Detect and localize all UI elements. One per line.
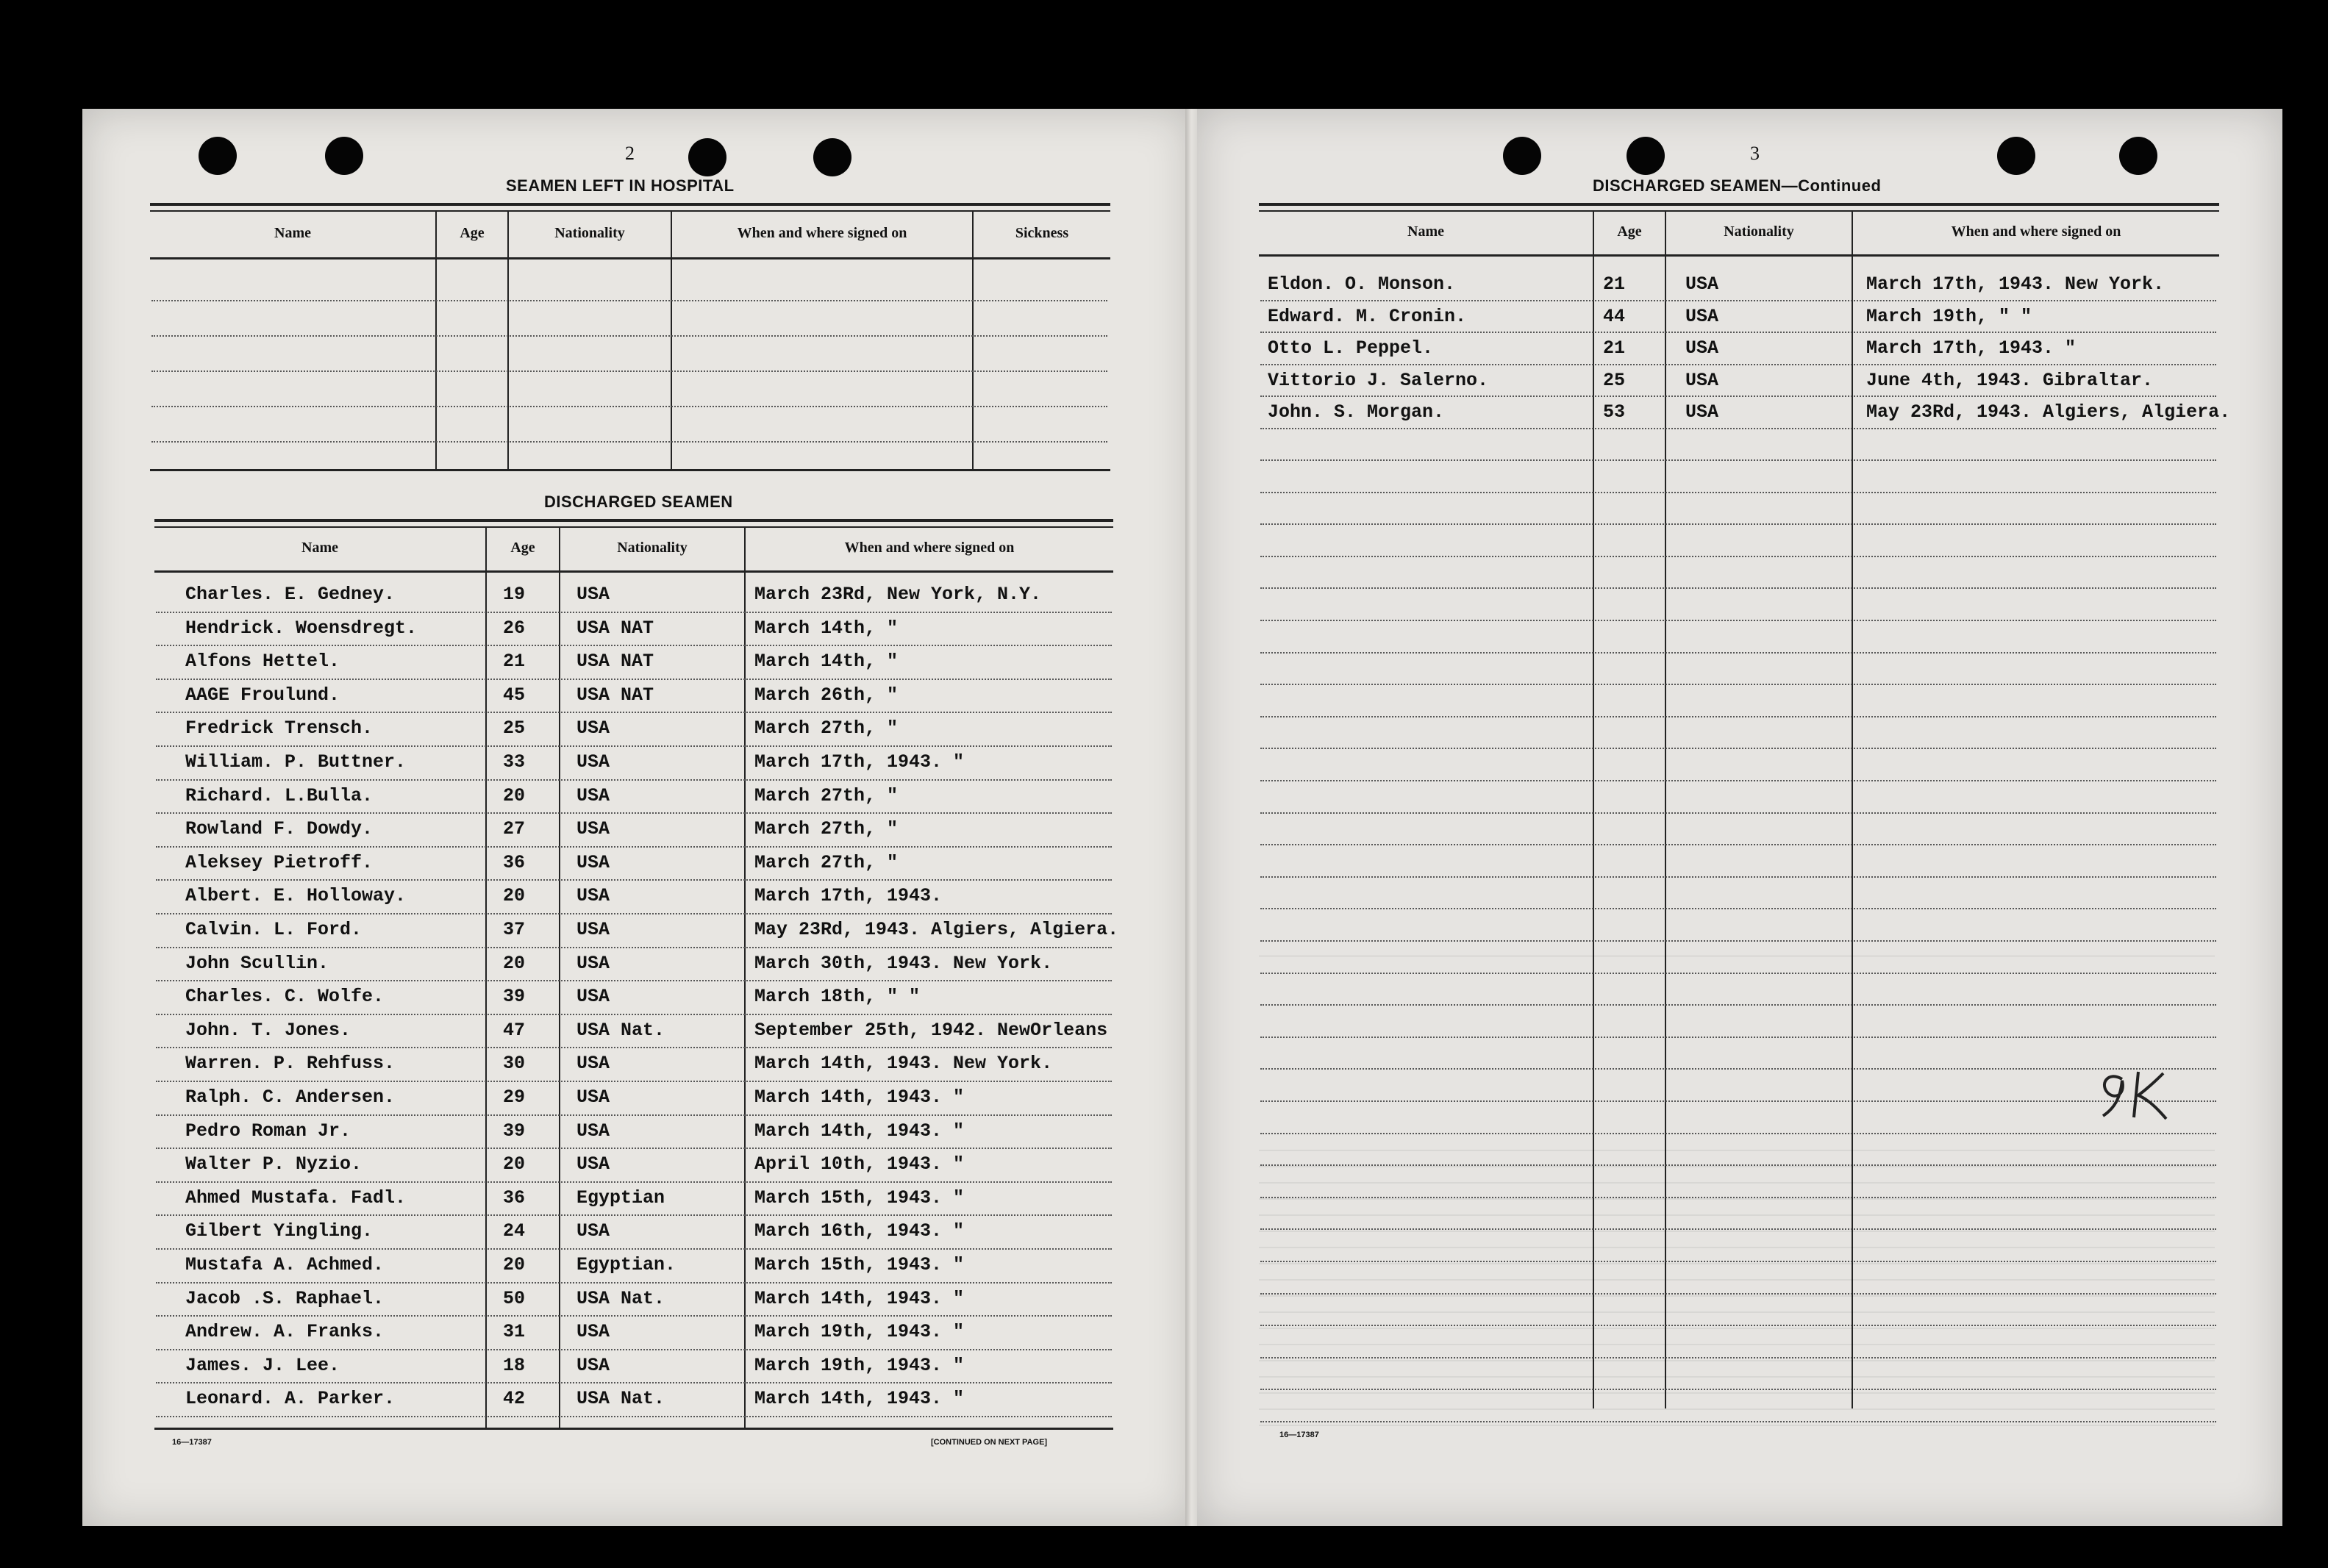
blank-row-line [1260, 1004, 2216, 1006]
form-number: 16—17387 [1279, 1431, 1319, 1439]
seaman-nationality: USA [576, 1153, 610, 1175]
blank-row-line [1260, 652, 2216, 654]
seaman-name: Andrew. A. Franks. [185, 1321, 385, 1343]
form-number: 16—17387 [172, 1438, 212, 1447]
seaman-name: Walter P. Nyzio. [185, 1153, 363, 1175]
table-rule [150, 203, 1110, 206]
row-divider [156, 913, 1112, 914]
row-divider [156, 1081, 1112, 1082]
bleed-through-text [1259, 956, 2215, 965]
seaman-signed-on: May 23Rd, 1943. Algiers, Algiera. [754, 919, 1119, 940]
seaman-signed-on: March 19th, 1943. " [754, 1354, 965, 1376]
seaman-signed-on: March 15th, 1943. " [754, 1254, 965, 1275]
seaman-age: 39 [503, 1120, 526, 1142]
seaman-nationality: Egyptian. [576, 1254, 676, 1275]
blank-row-line [1260, 587, 2216, 589]
blank-row-line [1260, 780, 2216, 781]
seaman-age: 18 [503, 1354, 526, 1376]
row-divider [156, 1181, 1112, 1183]
seaman-age: 20 [503, 885, 526, 907]
blank-row-line [1260, 876, 2216, 878]
table-rule [150, 210, 1110, 212]
seaman-nationality: USA [1685, 401, 1719, 423]
table-rule [154, 526, 1113, 528]
continued-note: [CONTINUED ON NEXT PAGE] [931, 1438, 1048, 1447]
seaman-nationality: USA [1685, 337, 1719, 359]
column-rule [507, 212, 509, 470]
discharged-section-title: DISCHARGED SEAMEN [544, 493, 733, 511]
seaman-name: John. T. Jones. [185, 1019, 351, 1041]
seaman-name: Alfons Hettel. [185, 651, 340, 673]
seaman-age: 27 [503, 818, 526, 840]
seaman-age: 44 [1603, 305, 1626, 327]
row-divider [156, 846, 1112, 848]
seaman-age: 20 [503, 1254, 526, 1275]
seaman-signed-on: March 18th, " " [754, 986, 921, 1008]
blank-row-line [1260, 908, 2216, 909]
table-rule [150, 257, 1110, 259]
seaman-name: Edward. M. Cronin. [1268, 305, 1467, 327]
seaman-age: 19 [503, 584, 526, 605]
seaman-age: 37 [503, 919, 526, 940]
table-rule [1259, 203, 2219, 206]
row-divider [1260, 364, 2216, 365]
seaman-name: Hendrick. Woensdregt. [185, 617, 418, 639]
seaman-nationality: USA Nat. [576, 1388, 665, 1410]
blank-row-line [1260, 940, 2216, 942]
seaman-signed-on: March 14th, 1943. New York. [754, 1053, 1053, 1075]
row-divider [1260, 332, 2216, 333]
seaman-nationality: USA [576, 952, 610, 974]
column-header-nationality: Nationality [617, 540, 688, 556]
seaman-age: 31 [503, 1321, 526, 1343]
seaman-signed-on: March 14th, 1943. " [754, 1120, 965, 1142]
blank-row-line [151, 406, 1107, 407]
seaman-nationality: USA NAT [576, 651, 654, 673]
blank-row-line [151, 370, 1107, 372]
seaman-signed-on: March 27th, " [754, 717, 899, 740]
row-divider [156, 1282, 1112, 1284]
column-header-name: Name [1407, 223, 1444, 240]
seaman-name: Fredrick Trensch. [185, 717, 374, 740]
seaman-signed-on: March 14th, " [754, 617, 899, 639]
seaman-age: 45 [503, 684, 526, 706]
blank-row-line [1260, 844, 2216, 845]
left-page [82, 109, 1191, 1526]
seaman-nationality: Egyptian [576, 1186, 665, 1209]
column-header-name: Name [301, 540, 338, 556]
column-rule [671, 212, 672, 470]
seaman-signed-on: June 4th, 1943. Gibraltar. [1866, 369, 2154, 391]
seaman-signed-on: March 27th, " [754, 818, 899, 840]
seaman-signed-on: March 17th, 1943. New York. [1866, 273, 2165, 295]
seaman-age: 39 [503, 986, 526, 1008]
seaman-nationality: USA [576, 1053, 610, 1075]
row-divider [156, 1248, 1112, 1250]
seaman-age: 25 [503, 717, 526, 740]
seaman-signed-on: March 19th, 1943. " [754, 1321, 965, 1343]
seaman-signed-on: March 27th, " [754, 851, 899, 873]
seaman-name: AAGE Froulund. [185, 684, 340, 706]
seaman-signed-on: March 30th, 1943. New York. [754, 952, 1053, 974]
seaman-name: John. S. Morgan. [1268, 401, 1445, 423]
seaman-signed-on: March 14th, 1943. " [754, 1388, 965, 1410]
seaman-nationality: USA [576, 919, 610, 940]
binder-hole [688, 138, 726, 176]
seaman-age: 33 [503, 751, 526, 773]
binder-hole [1627, 137, 1665, 175]
seaman-age: 36 [503, 851, 526, 873]
seaman-signed-on: March 16th, 1943. " [754, 1220, 965, 1242]
seaman-age: 26 [503, 617, 526, 639]
bleed-through-text [1259, 1147, 2215, 1426]
seaman-name: Ahmed Mustafa. Fadl. [185, 1186, 407, 1209]
row-divider [156, 1047, 1112, 1048]
page-number: 3 [1750, 143, 1760, 164]
seaman-signed-on: March 23Rd, New York, N.Y. [754, 584, 1042, 605]
seaman-nationality: USA [576, 1120, 610, 1142]
seaman-age: 20 [503, 784, 526, 806]
row-divider [156, 679, 1112, 680]
table-rule [1259, 254, 2219, 257]
blank-row-line [1260, 748, 2216, 749]
seaman-name: Rowland F. Dowdy. [185, 818, 374, 840]
blank-row-line [1260, 1068, 2216, 1070]
seaman-signed-on: September 25th, 1942. NewOrleans [754, 1019, 1108, 1041]
seaman-nationality: USA [576, 584, 610, 605]
row-divider [156, 1148, 1112, 1149]
row-divider [156, 1315, 1112, 1317]
table-rule [154, 570, 1113, 573]
seaman-name: Charles. C. Wolfe. [185, 986, 385, 1008]
column-header-sickness: Sickness [1015, 225, 1069, 241]
seaman-nationality: USA NAT [576, 684, 654, 706]
binder-hole [2119, 137, 2157, 175]
row-divider [156, 779, 1112, 781]
seaman-age: 24 [503, 1220, 526, 1242]
seaman-nationality: USA NAT [576, 617, 654, 639]
blank-row-line [151, 335, 1107, 337]
row-divider [156, 879, 1112, 881]
seaman-signed-on: March 19th, " " [1866, 305, 2032, 327]
row-divider [156, 1214, 1112, 1216]
column-header-signed-on: When and where signed on [1951, 223, 2121, 240]
row-divider [156, 745, 1112, 747]
seaman-name: Otto L. Peppel. [1268, 337, 1434, 359]
row-divider [156, 612, 1112, 613]
seaman-name: Albert. E. Holloway. [185, 885, 407, 907]
seaman-age: 47 [503, 1019, 526, 1041]
continued-section-title: DISCHARGED SEAMEN—Continued [1593, 176, 1882, 195]
seaman-age: 53 [1603, 401, 1626, 423]
seaman-name: Leonard. A. Parker. [185, 1388, 396, 1410]
seaman-name: Mustafa A. Achmed. [185, 1254, 385, 1275]
blank-row-line [1260, 716, 2216, 717]
binder-hole [325, 137, 363, 175]
seaman-signed-on: March 14th, 1943. " [754, 1086, 965, 1108]
seaman-name: John Scullin. [185, 952, 329, 974]
column-rule [559, 528, 560, 1429]
row-divider [156, 1114, 1112, 1116]
seaman-name: Warren. P. Rehfuss. [185, 1053, 396, 1075]
seaman-nationality: USA [1685, 369, 1719, 391]
seaman-signed-on: March 14th, " [754, 651, 899, 673]
table-rule [150, 469, 1110, 471]
column-header-age: Age [460, 225, 485, 241]
row-divider [156, 1416, 1112, 1417]
seaman-signed-on: March 17th, 1943. " [1866, 337, 2077, 359]
row-divider [156, 980, 1112, 981]
seaman-name: Pedro Roman Jr. [185, 1120, 351, 1142]
row-divider [156, 1349, 1112, 1350]
blank-row-line [1260, 1037, 2216, 1038]
blank-row-line [1260, 556, 2216, 557]
seaman-age: 50 [503, 1287, 526, 1309]
column-rule [744, 528, 746, 1429]
seaman-name: Eldon. O. Monson. [1268, 273, 1456, 295]
seaman-age: 42 [503, 1388, 526, 1410]
table-rule [154, 1428, 1113, 1430]
seaman-nationality: USA [576, 851, 610, 873]
seaman-name: William. P. Buttner. [185, 751, 407, 773]
seaman-name: Calvin. L. Ford. [185, 919, 363, 940]
hospital-section-title: SEAMEN LEFT IN HOSPITAL [506, 176, 735, 195]
seaman-nationality: USA Nat. [576, 1287, 665, 1309]
seaman-name: Ralph. C. Andersen. [185, 1086, 396, 1108]
seaman-nationality: USA [576, 1220, 610, 1242]
binder-hole [1503, 137, 1541, 175]
blank-row-line [1260, 1100, 2216, 1102]
blank-row-line [1260, 459, 2216, 461]
column-header-age: Age [510, 540, 535, 556]
seaman-age: 20 [503, 952, 526, 974]
seaman-age: 21 [1603, 337, 1626, 359]
seaman-nationality: USA [576, 885, 610, 907]
seaman-signed-on: March 17th, 1943. " [754, 751, 965, 773]
blank-row-line [151, 300, 1107, 301]
seaman-name: Vittorio J. Salerno. [1268, 369, 1489, 391]
seaman-nationality: USA [1685, 273, 1719, 295]
row-divider [156, 1382, 1112, 1383]
seaman-name: Richard. L.Bulla. [185, 784, 374, 806]
seaman-signed-on: March 26th, " [754, 684, 899, 706]
seaman-age: 29 [503, 1086, 526, 1108]
table-rule [1259, 210, 2219, 212]
seaman-nationality: USA [576, 1354, 610, 1376]
seaman-signed-on: March 17th, 1943. [754, 885, 943, 907]
blank-row-line [1260, 1133, 2216, 1134]
seaman-name: Jacob .S. Raphael. [185, 1287, 385, 1309]
seaman-age: 21 [1603, 273, 1626, 295]
seaman-nationality: USA [576, 1086, 610, 1108]
blank-row-line [1260, 492, 2216, 493]
seaman-name: Aleksey Pietroff. [185, 851, 374, 873]
row-divider [156, 1014, 1112, 1015]
seaman-signed-on: March 15th, 1943. " [754, 1186, 965, 1209]
seaman-age: 30 [503, 1053, 526, 1075]
seaman-age: 36 [503, 1186, 526, 1209]
row-divider [156, 645, 1112, 646]
blank-row-line [1260, 973, 2216, 974]
seaman-nationality: USA [576, 818, 610, 840]
handwritten-mark [2096, 1066, 2177, 1125]
column-header-nationality: Nationality [1724, 223, 1794, 240]
seaman-nationality: USA [576, 784, 610, 806]
seaman-nationality: USA Nat. [576, 1019, 665, 1041]
row-divider [156, 712, 1112, 713]
row-divider [156, 812, 1112, 814]
column-rule [485, 528, 487, 1429]
seaman-nationality: USA [576, 986, 610, 1008]
seaman-nationality: USA [576, 717, 610, 740]
seaman-name: James. J. Lee. [185, 1354, 340, 1376]
seaman-signed-on: May 23Rd, 1943. Algiers, Algiera. [1866, 401, 2231, 423]
seaman-nationality: USA [576, 751, 610, 773]
blank-row-line [1260, 523, 2216, 525]
column-rule [972, 212, 974, 470]
binder-hole [813, 138, 851, 176]
page-number: 2 [625, 143, 635, 164]
blank-row-line [1260, 620, 2216, 621]
seaman-age: 25 [1603, 369, 1626, 391]
row-divider [156, 947, 1112, 948]
column-header-signed-on: When and where signed on [844, 540, 1015, 556]
seaman-age: 21 [503, 651, 526, 673]
seaman-signed-on: March 27th, " [754, 784, 899, 806]
binder-hole [199, 137, 237, 175]
table-rule [154, 519, 1113, 522]
seaman-nationality: USA [1685, 305, 1719, 327]
blank-row-line [1260, 812, 2216, 814]
seaman-signed-on: April 10th, 1943. " [754, 1153, 965, 1175]
seaman-age: 20 [503, 1153, 526, 1175]
row-divider [1260, 300, 2216, 301]
seaman-signed-on: March 14th, 1943. " [754, 1287, 965, 1309]
column-header-nationality: Nationality [554, 225, 625, 241]
seaman-name: Gilbert Yingling. [185, 1220, 374, 1242]
column-rule [435, 212, 437, 470]
column-header-name: Name [274, 225, 311, 241]
column-header-signed-on: When and where signed on [737, 225, 907, 241]
blank-row-line [1260, 684, 2216, 685]
blank-row-line [151, 441, 1107, 443]
column-header-age: Age [1617, 223, 1642, 240]
binder-hole [1997, 137, 2035, 175]
seaman-nationality: USA [576, 1321, 610, 1343]
seaman-name: Charles. E. Gedney. [185, 584, 396, 605]
row-divider [1260, 428, 2216, 429]
row-divider [1260, 395, 2216, 397]
